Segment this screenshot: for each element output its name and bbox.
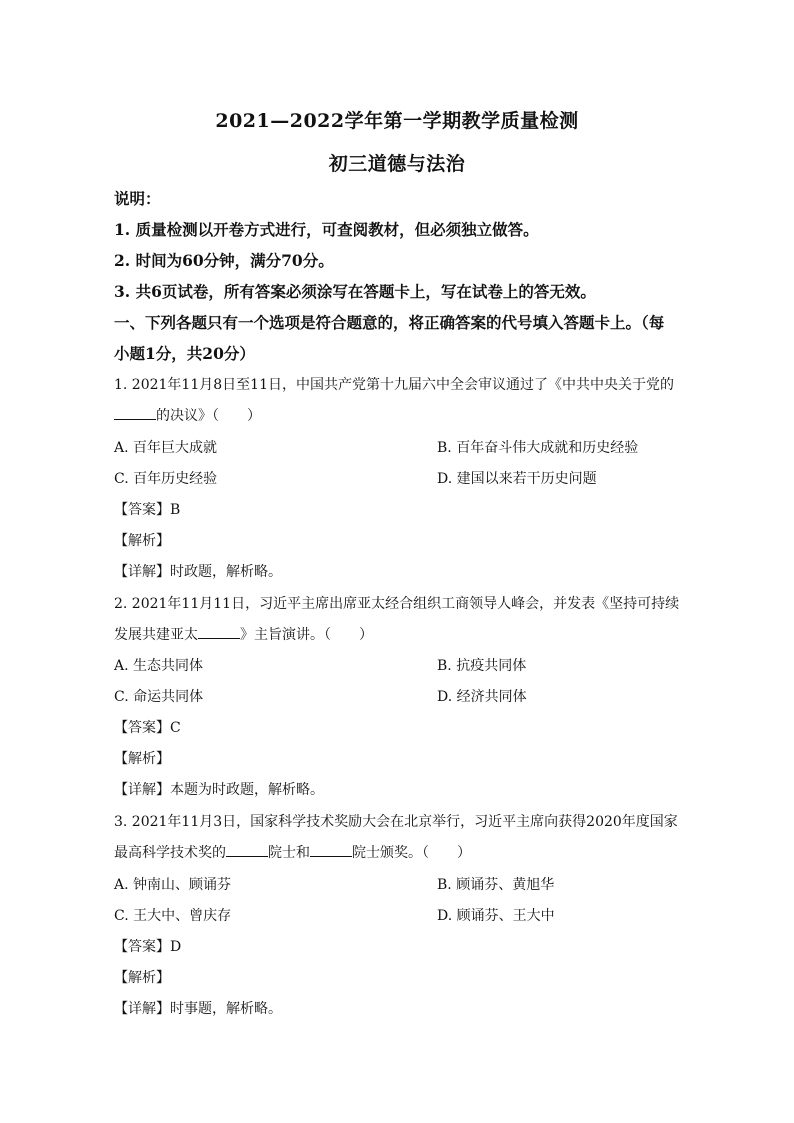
question-1-detail: 【详解】时政题，解析略。 <box>114 564 282 580</box>
question-3-stem: 3. 2021年11月3日，国家科学技术奖励大会在北京举行，习近平主席向获得2020年度国家 <box>114 814 678 830</box>
question-2-stem: 2. 2021年11月11日，习近平主席出席亚太经合组织工商领导人峰会，并发表《坚持可持续 <box>114 596 680 612</box>
question-2-option-d: D. 经济共同体 <box>437 689 527 705</box>
section-heading: 一、下列各题只有一个选项是符合题意的，将正确答案的代号填入答题卡上。（每 <box>114 313 665 332</box>
question-2-option-c: C. 命运共同体 <box>114 689 204 705</box>
question-2-detail: 【详解】本题为时政题，解析略。 <box>114 782 324 798</box>
question-3-detail: 【详解】时事题，解析略。 <box>114 1001 282 1017</box>
question-2-answer: 【答案】C <box>114 720 181 736</box>
question-3-option-b: B. 顾诵芬、黄旭华 <box>437 877 555 893</box>
answer-blank <box>310 844 352 857</box>
exam-subject: 初三道德与法治 <box>328 153 466 175</box>
question-1-stem: 1. 2021年11月8日至11日，中国共产党第十九届六中全会审议通过了《中共中央关于党的 <box>114 377 674 393</box>
instruction-item: 2. 时间为60分钟，满分70分。 <box>114 251 334 270</box>
question-2-analysis: 【解析】 <box>114 751 170 767</box>
question-1-option-a: A. 百年巨大成就 <box>114 440 218 456</box>
question-2-stem-cont: 发展共建亚太 》主旨演讲。（ ） <box>114 627 373 643</box>
answer-blank <box>114 407 156 420</box>
question-1-answer: 【答案】B <box>114 502 181 518</box>
answer-blank <box>226 844 268 857</box>
exam-title: 2021—2022学年第一学期教学质量检测 <box>215 110 579 132</box>
instruction-item: 3. 共6页试卷，所有答案必须涂写在答题卡上，写在试卷上的答无效。 <box>114 282 596 301</box>
question-3-option-d: D. 顾诵芬、王大中 <box>437 908 555 924</box>
question-1-analysis: 【解析】 <box>114 533 170 549</box>
question-1-stem-cont: 的决议》（ ） <box>114 405 261 425</box>
question-3-option-a: A. 钟南山、顾诵芬 <box>114 877 232 893</box>
question-2-option-a: A. 生态共同体 <box>114 658 204 674</box>
answer-blank <box>198 626 240 639</box>
question-1-option-c: C. 百年历史经验 <box>114 471 218 487</box>
question-1-option-d: D. 建国以来若干历史问题 <box>437 471 597 487</box>
question-3-answer: 【答案】D <box>114 939 182 955</box>
instructions-heading: 说明： <box>114 189 161 208</box>
question-3-option-c: C. 王大中、曾庆存 <box>114 908 232 924</box>
question-3-stem-cont: 最高科学技术奖的 院士和 院士颁奖。（ ） <box>114 845 471 861</box>
section-heading-cont: 小题1分，共20分） <box>114 344 255 363</box>
question-3-analysis: 【解析】 <box>114 970 170 986</box>
instruction-item: 1. 质量检测以开卷方式进行，可查阅教材，但必须独立做答。 <box>114 220 539 239</box>
question-2-option-b: B. 抗疫共同体 <box>437 658 527 674</box>
question-1-option-b: B. 百年奋斗伟大成就和历史经验 <box>437 440 639 456</box>
